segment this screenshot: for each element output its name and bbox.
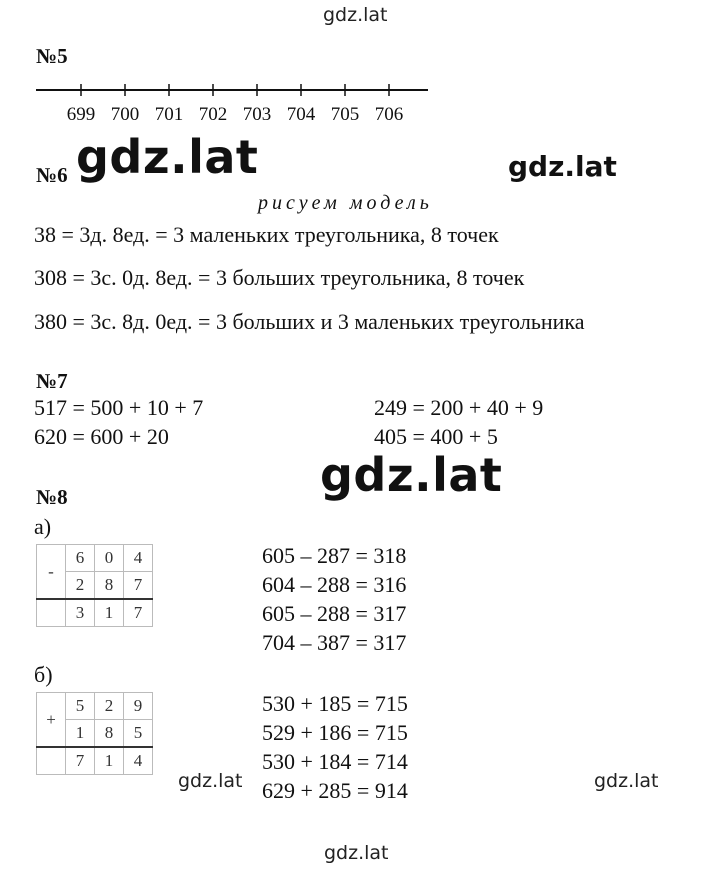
task-7-left-1: 517 = 500 + 10 + 7 xyxy=(34,395,204,420)
task-8a-column-subtraction xyxy=(36,544,153,627)
watermark-bottom-left: gdz.lat xyxy=(178,770,243,792)
equation: 530 + 184 = 714 xyxy=(262,749,408,774)
task-6-subtitle: рисуем модель xyxy=(258,192,433,214)
number-line-tick-label: 701 xyxy=(154,104,184,125)
equation: 529 + 186 = 715 xyxy=(262,720,408,745)
number-line-tick-label: 700 xyxy=(110,104,140,125)
digit: 1 xyxy=(66,720,95,748)
digit: 7 xyxy=(124,572,153,600)
empty-cell xyxy=(37,747,66,775)
digit: 6 xyxy=(66,545,95,572)
digit: 4 xyxy=(124,545,153,572)
watermark-top: gdz.lat xyxy=(323,4,388,26)
equation: 629 + 285 = 914 xyxy=(262,778,408,803)
digit: 8 xyxy=(95,720,124,748)
digit: 5 xyxy=(124,720,153,748)
number-line-tick-label: 704 xyxy=(286,104,316,125)
equation: 704 – 387 = 317 xyxy=(262,630,407,655)
number-line xyxy=(36,80,436,100)
task-7-right-2: 405 = 400 + 5 xyxy=(374,424,498,446)
digit: 9 xyxy=(124,693,153,720)
digit: 3 xyxy=(66,599,95,627)
watermark-bottom: gdz.lat xyxy=(324,842,389,864)
equation: 605 – 288 = 317 xyxy=(262,601,407,626)
watermark-bottom-right: gdz.lat xyxy=(594,770,659,792)
watermark-big-left: gdz.lat xyxy=(76,130,259,184)
equation: 605 – 287 = 318 xyxy=(262,543,407,568)
digit: 5 xyxy=(66,693,95,720)
number-line-tick-label: 703 xyxy=(242,104,272,125)
task-7-right-1: 249 = 200 + 40 + 9 xyxy=(374,395,544,420)
digit: 8 xyxy=(95,572,124,600)
task-6-title: №6 xyxy=(36,163,68,187)
task-8b-column-addition xyxy=(36,692,153,775)
plus-sign: + xyxy=(37,693,66,748)
number-line-tick-label: 699 xyxy=(66,104,96,125)
minus-sign: - xyxy=(37,545,66,600)
task-6-line-2: 308 = 3с. 0д. 8ед. = 3 больших треугольника, 8 точек xyxy=(34,265,525,290)
digit: 7 xyxy=(124,599,153,627)
task-6-line-3: 380 = 3с. 8д. 0ед. = 3 больших и 3 маленьких треугольника xyxy=(34,309,585,334)
empty-cell xyxy=(37,599,66,627)
digit: 1 xyxy=(95,599,124,627)
digit: 7 xyxy=(66,747,95,775)
digit: 0 xyxy=(95,545,124,572)
task-8-title: №8 xyxy=(36,485,68,509)
task-8b-label: б) xyxy=(34,662,53,687)
number-line-tick-label: 702 xyxy=(198,104,228,125)
digit: 2 xyxy=(66,572,95,600)
number-line-tick-label: 705 xyxy=(330,104,360,125)
task-8b-equations xyxy=(262,689,408,805)
number-line-tick-label: 706 xyxy=(374,104,404,125)
watermark-right: gdz.lat xyxy=(508,150,617,183)
digit: 4 xyxy=(124,747,153,775)
task-6-line-1: 38 = 3д. 8ед. = 3 маленьких треугольника, 8 точек xyxy=(34,222,499,247)
number-line-labels xyxy=(36,104,436,130)
watermark-center: gdz.lat xyxy=(320,448,503,502)
digit: 2 xyxy=(95,693,124,720)
equation: 604 – 288 = 316 xyxy=(262,572,407,597)
task-8a-label: а) xyxy=(34,514,52,539)
digit: 1 xyxy=(95,747,124,775)
task-7-left-2: 620 = 600 + 20 xyxy=(34,424,169,449)
task-5-title: №5 xyxy=(36,44,68,68)
equation: 530 + 185 = 715 xyxy=(262,691,408,716)
task-8a-equations xyxy=(262,541,406,657)
task-7-title: №7 xyxy=(36,369,68,393)
